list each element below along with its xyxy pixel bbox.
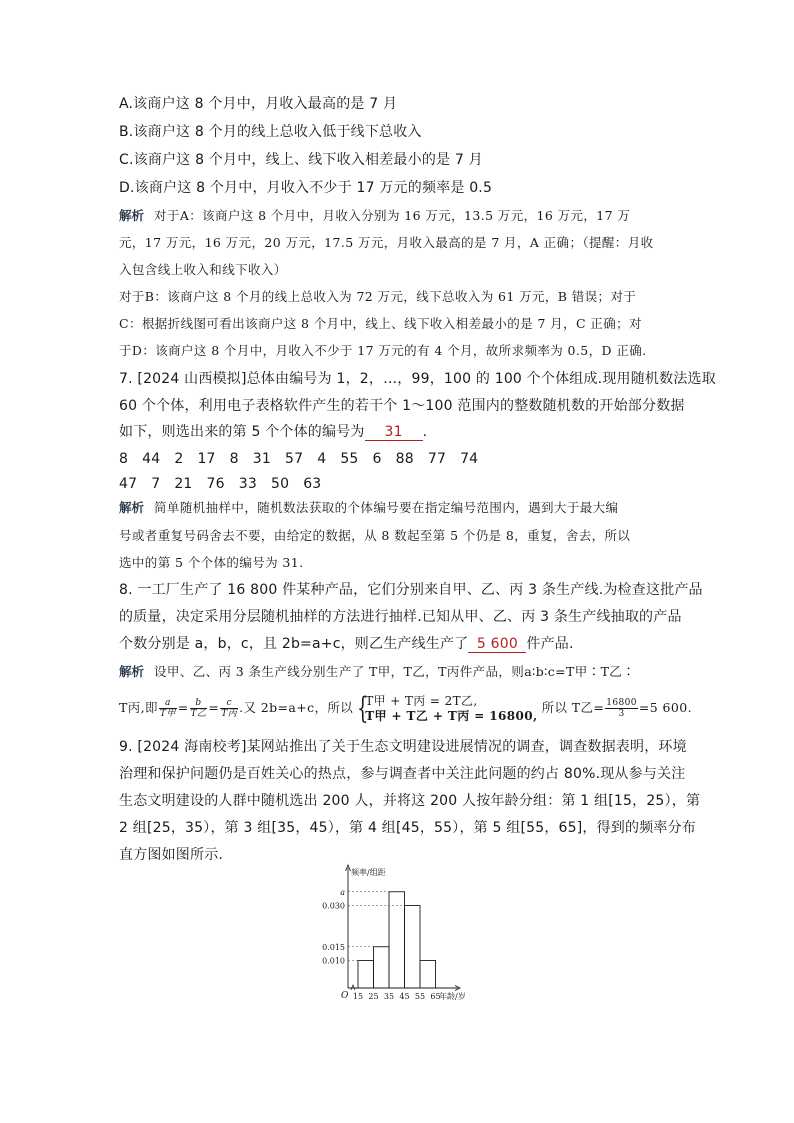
random-number: 2 [174,451,184,467]
histogram-bar [405,906,421,989]
analysis-6-line-2: 元，17 万元，16 万元，20 万元，17.5 万元，月收入最高的是 7 月，A 正确；（提醒：月收 [119,235,654,250]
analysis-6-line-4: 对于B：该商户这 8 个月的线上总收入为 72 万元，线下总收入为 61 万元，B 错误；对于 [119,289,637,304]
analysis-6-line-5: C：根据折线图可看出该商户这 8 个月中，线上、线下收入相差最小的是 7 月，C 正确；对 [119,316,642,331]
analysis-6-line-1: 解析 对于A：该商户这 8 个月中，月收入分别为 16 万元，13.5 万元，16 万元，17 万 [119,208,631,223]
y-tick-label: a [340,887,345,897]
x-tick-label: 35 [383,992,395,1001]
analysis-tag: 解析 [119,500,145,515]
random-number: 8 [229,451,239,467]
q9-line-1: 9. [2024 海南校考]某网站推出了关于生态文明建设进展情况的调查，调查数据表明，环境 [119,739,687,755]
origin-label: O [341,991,349,1001]
random-number: 88 [395,451,414,467]
fraction-16800-over-3: $\frac{16800}{3}$ [606,698,637,719]
random-number: 21 [174,476,193,492]
q7-line-1: 7. [2024 山西模拟]总体由编号为 1，2，…，99，100 的 100 个个体组成.现用随机数法选取 [119,371,716,387]
histogram-bar [420,961,436,989]
q7-numbers-row-2 [119,474,335,494]
fraction-c: $\frac{c}{\text{T丙}}$ [221,698,238,719]
q7-numbers-row-1 [119,449,492,469]
option-c: C.该商户这 8 个月中，线上、线下收入相差最小的是 7 月 [119,152,483,168]
random-number: 55 [340,451,359,467]
q8-answer-blank: 5 600 [468,637,526,653]
q7-line-3: 如下，则选出来的第 5 个个体的编号为 31 . [119,424,428,440]
random-number: 47 [119,476,138,492]
q8-line-1: 8. 一工厂生产了 16 800 件某种产品，它们分别来自甲、乙、丙 3 条生产线.为检查这批产品 [119,582,703,598]
random-number: 63 [303,476,322,492]
x-tick-label: 65 [430,992,441,1001]
q8-line-2: 的质量，决定采用分层随机抽样的方法进行抽样.已知从甲、乙、丙 3 条生产线抽取的产品 [119,609,682,625]
fraction-b: $\frac{b}{\text{T乙}}$ [190,698,207,719]
y-axis-label: 频率/组距 [351,868,386,877]
analysis-7-line-1: 解析 简单随机抽样中，随机数法获取的个体编号要在指定编号范围内，遇到大于最大编 [119,500,619,515]
histogram-bar [389,892,405,988]
random-number: 76 [206,476,225,492]
random-number: 33 [238,476,257,492]
option-b: B.该商户这 8 个月的线上总收入低于线下总收入 [119,124,422,140]
random-number: 50 [270,476,290,492]
random-number: 4 [317,451,327,467]
analysis-6-line-3: 入包含线上收入和线下收入） [119,262,287,277]
random-number: 31 [252,451,271,467]
analysis-tag: 解析 [119,664,145,679]
q9-line-5: 直方图如图所示. [119,847,224,863]
random-number: 74 [460,451,479,467]
frequency-histogram [310,862,480,1010]
y-tick-label: 0.010 [322,956,345,966]
option-d: D.该商户这 8 个月中，月收入不少于 17 万元的频率是 0.5 [119,180,493,196]
q8-line-3: 个数分别是 a，b，c，且 2b=a+c，则乙生产线生产了 5 600 件产品. [119,636,574,652]
random-number: 44 [142,451,161,467]
x-tick-label: 25 [368,992,379,1001]
analysis-8-line-2: T丙,即 $\frac{a}{\text{T甲}}$ = $\frac{b}{\text{T乙}}$ = $\frac{c}{\text{T丙}}$ .又 2b=a+c，所以 { T甲 + T丙 = 2T乙, T甲 + T乙 + T丙 = 16800, 所以 T乙= $\frac{16800}{3}$ =5 600. [119,690,692,726]
x-tick-label: 55 [414,992,426,1001]
histogram-bar [374,947,390,988]
q9-line-4: 2 组[25，35），第 3 组[35，45），第 4 组[45，55），第 5 组[55，65]，得到的频率分布 [119,820,697,836]
analysis-6-line-6: 于D：该商户这 8 个月中，月收入不少于 17 万元的有 4 个月，故所求频率为 0.5，D 正确. [119,343,647,358]
x-tick-label: 15 [352,992,364,1001]
x-axis-label: 年龄/岁 [439,992,466,1001]
random-number: 6 [372,451,382,467]
y-tick-label: 0.030 [322,901,345,911]
histogram-bar [358,961,374,989]
fraction-a: $\frac{a}{\text{T甲}}$ [159,698,176,719]
q9-line-2: 治理和保护问题仍是百姓关心的热点，参与调查者中关注此问题的约占 80%.现从参与关注 [119,766,686,782]
random-number: 57 [284,451,304,467]
analysis-8-line-1: 解析 设甲、乙、丙 3 条生产线分别生产了 T甲，T乙，T丙件产品，则a∶b∶c=T甲∶T乙∶ [119,664,636,679]
y-tick-label: 0.015 [322,942,345,952]
analysis-7-line-3: 选中的第 5 个个体的编号为 31. [119,555,304,570]
analysis-7-line-2: 号或者重复号码舍去不要，由给定的数据，从 8 数起至第 5 个仍是 8，重复，舍去，所以 [119,528,631,543]
random-number: 7 [151,476,161,492]
analysis-tag: 解析 [119,208,145,223]
equation-system: { T甲 + T丙 = 2T乙, T甲 + T乙 + T丙 = 16800, [357,690,538,726]
random-number: 17 [197,451,216,467]
axis-break-mark [351,985,355,990]
random-number: 8 [119,451,129,467]
random-number: 77 [427,451,447,467]
option-a: A.该商户这 8 个月中，月收入最高的是 7 月 [119,96,398,112]
q7-answer-blank: 31 [365,425,423,441]
q9-line-3: 生态文明建设的人群中随机选出 200 人，并将这 200 人按年龄分组：第 1 组[15，25），第 [119,793,701,809]
x-tick-label: 45 [399,992,410,1001]
q7-line-2: 60 个个体，利用电子表格软件产生的若干个 1～100 范围内的整数随机数的开始部分数据 [119,398,685,414]
